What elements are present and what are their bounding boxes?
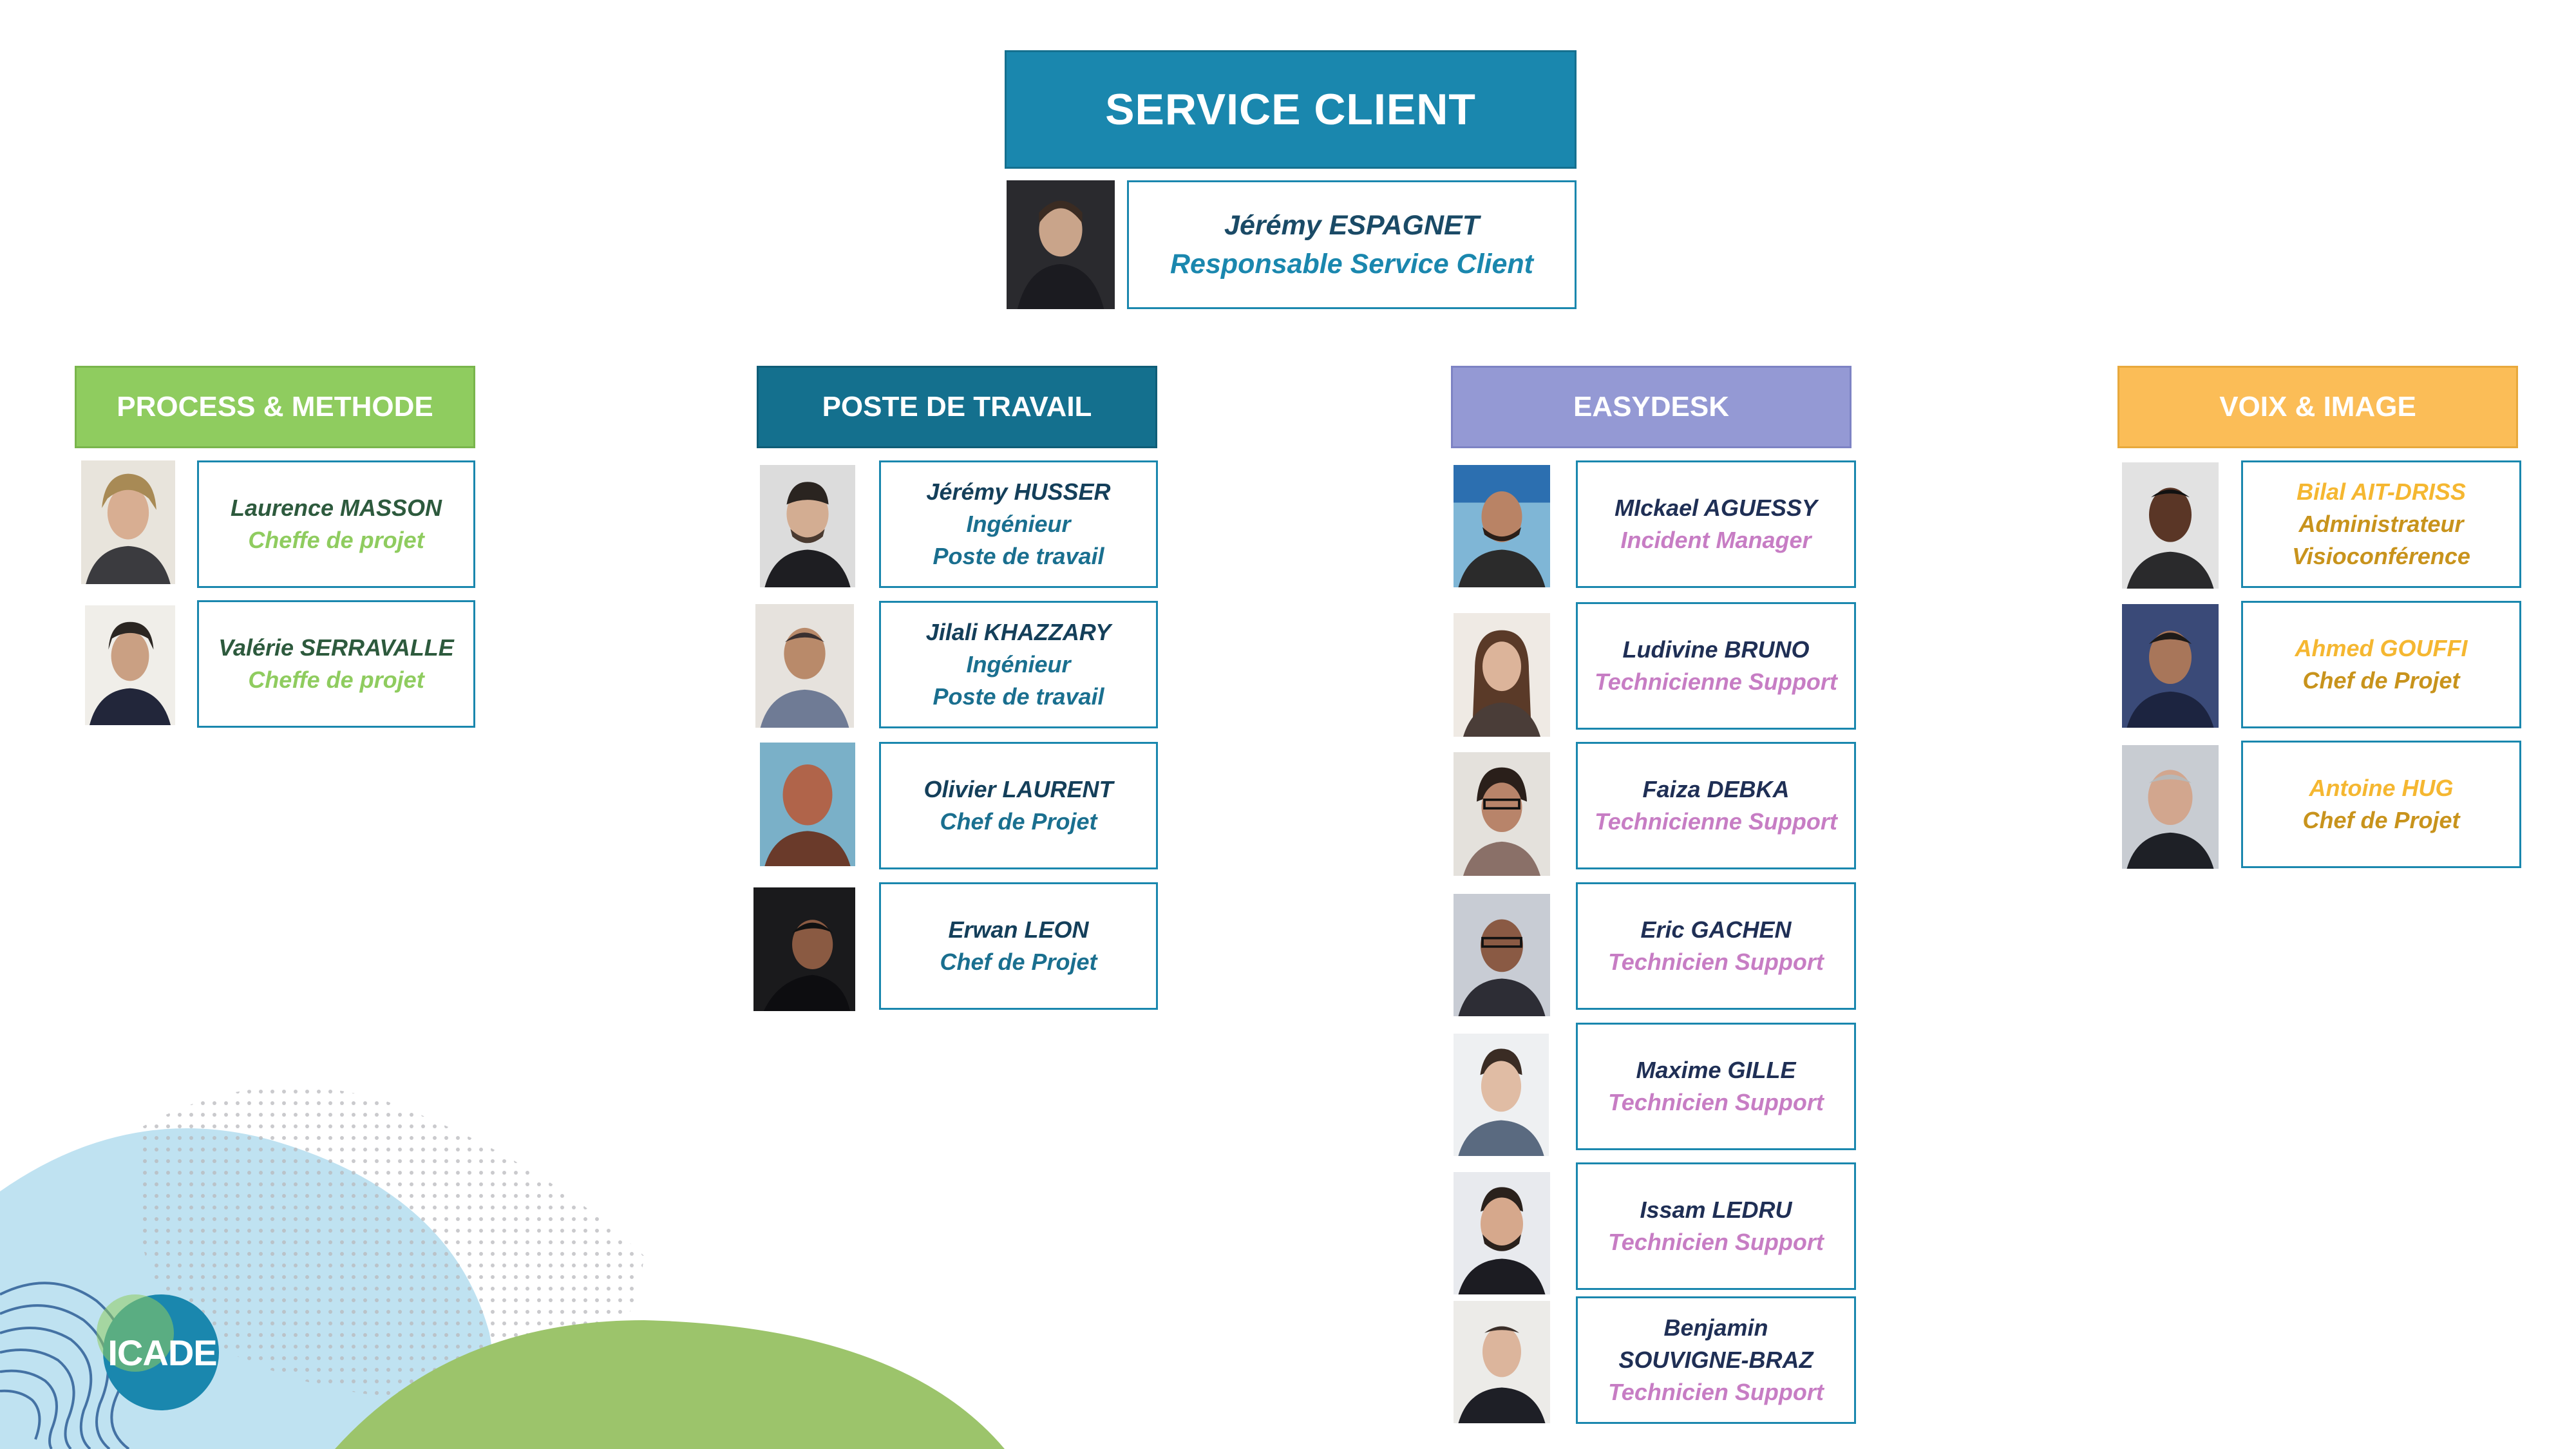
member-card (879, 601, 1158, 728)
member-photo (755, 604, 854, 728)
member-photo (1454, 465, 1550, 587)
manager-name: Jérémy ESPAGNET (1224, 210, 1479, 241)
member-name: Antoine HUG (2309, 775, 2454, 801)
member-photo (1454, 613, 1550, 737)
service-client-title: SERVICE CLIENT (1005, 50, 1577, 169)
member-role: Technicienne Support (1595, 668, 1837, 695)
member-name: Jilali KHAZZARY (925, 619, 1112, 645)
member-role: Ingénieur (966, 511, 1071, 537)
member-role-detail: Poste de travail (933, 543, 1104, 569)
manager-role: Responsable Service Client (1170, 249, 1533, 279)
member-name: Ludivine BRUNO (1622, 636, 1810, 663)
member-role: Technicienne Support (1595, 808, 1837, 835)
member-card (1576, 882, 1856, 1010)
member-photo (1454, 1034, 1549, 1156)
member-photo (1454, 1172, 1550, 1294)
member-card (2241, 741, 2521, 868)
member-role: Chef de Projet (940, 808, 1097, 835)
member-role: Chef de Projet (2302, 807, 2460, 833)
member-name: Erwan LEON (948, 916, 1089, 943)
manager-photo (1007, 180, 1115, 309)
member-name: Maxime GILLE (1636, 1057, 1796, 1083)
manager-card (1127, 180, 1577, 309)
member-name: Laurence MASSON (230, 495, 442, 521)
icade-logo: ICADE (108, 1332, 217, 1373)
member-photo (1454, 894, 1550, 1016)
member-card (1576, 602, 1856, 730)
member-name-second-line: SOUVIGNE-BRAZ (1618, 1347, 1814, 1373)
member-photo (85, 605, 175, 725)
decorative-background (0, 1063, 1030, 1449)
member-role: Cheffe de projet (248, 667, 424, 693)
member-card (1576, 742, 1856, 869)
member-name: Issam LEDRU (1640, 1197, 1792, 1223)
member-name: Bilal AIT-DRISS (2297, 478, 2466, 505)
member-name: Benjamin (1663, 1314, 1768, 1341)
section-header-poste: POSTE DE TRAVAIL (757, 366, 1157, 448)
member-name: Faiza DEBKA (1642, 776, 1790, 802)
member-card (197, 460, 475, 588)
member-photo (1454, 752, 1550, 876)
member-role: Administrateur (2298, 511, 2464, 537)
member-photo (2122, 604, 2219, 728)
member-role: Technicien Support (1608, 949, 1824, 975)
member-photo (2122, 462, 2219, 589)
member-card (1576, 460, 1856, 588)
member-card (1576, 1023, 1856, 1150)
member-name: Jérémy HUSSER (926, 478, 1111, 505)
member-photo (81, 460, 175, 584)
member-role-detail: Poste de travail (933, 683, 1104, 710)
member-photo (753, 887, 855, 1011)
member-photo (2122, 745, 2219, 869)
member-card (197, 600, 475, 728)
member-card (1576, 1296, 1856, 1424)
member-name: MIckael AGUESSY (1615, 495, 1817, 521)
section-header-process: PROCESS & METHODE (75, 366, 475, 448)
member-name: Eric GACHEN (1640, 916, 1792, 943)
member-card (879, 882, 1158, 1010)
section-header-voix: VOIX & IMAGE (2117, 366, 2518, 448)
member-role: Technicien Support (1608, 1089, 1824, 1115)
member-card (2241, 601, 2521, 728)
member-role: Chef de Projet (2302, 667, 2460, 694)
member-card (1576, 1162, 1856, 1290)
member-role: Technicien Support (1608, 1229, 1824, 1255)
member-name: Valérie SERRAVALLE (218, 634, 454, 661)
member-name: Olivier LAURENT (923, 776, 1113, 802)
member-photo (1454, 1301, 1550, 1423)
member-role: Chef de Projet (940, 949, 1097, 975)
member-card (879, 742, 1158, 869)
member-role: Incident Manager (1620, 527, 1812, 553)
member-role: Ingénieur (966, 651, 1071, 677)
member-photo (760, 743, 855, 866)
member-name: Ahmed GOUFFI (2295, 635, 2468, 661)
member-role-detail: Visioconférence (2292, 543, 2470, 569)
section-header-easydesk: EASYDESK (1451, 366, 1852, 448)
member-role: Technicien Support (1608, 1379, 1824, 1405)
member-photo (760, 465, 855, 587)
member-card (2241, 460, 2521, 588)
member-role: Cheffe de projet (248, 527, 424, 553)
member-card (879, 460, 1158, 588)
